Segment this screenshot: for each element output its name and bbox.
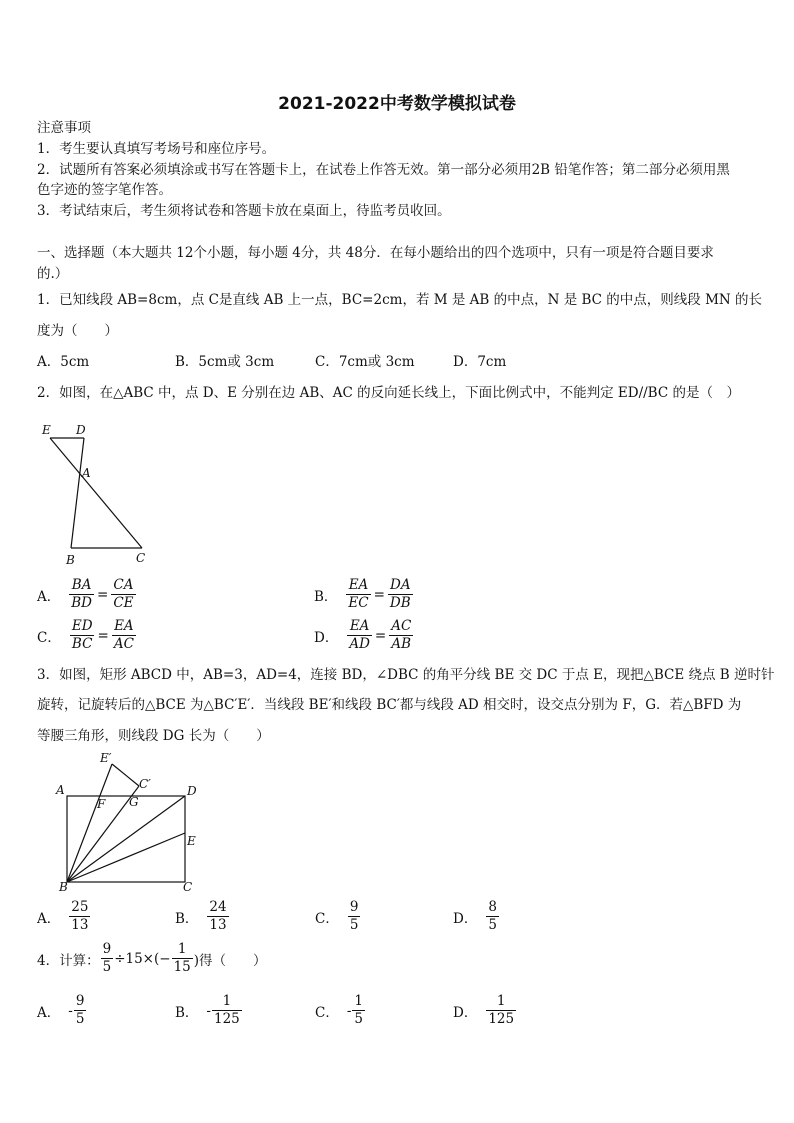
option-label: B． xyxy=(175,910,199,927)
option-label: D． xyxy=(453,1004,478,1021)
option-label: A． xyxy=(37,588,61,605)
label-g: G xyxy=(129,795,139,809)
segment-be-prime xyxy=(67,764,112,882)
equals-sign: = xyxy=(374,627,387,644)
fraction-left: $\frac{ED}{BC}$ xyxy=(71,618,93,652)
label-d: D xyxy=(76,423,86,437)
diagonal-bd xyxy=(67,796,185,882)
q1-option-c: C．7cm或 3cm xyxy=(315,354,415,370)
option-label: B． xyxy=(175,1004,199,1021)
fraction-one-fifteenth: $\frac{1}{15}$ xyxy=(173,941,191,975)
minus-sign: - xyxy=(68,1002,73,1019)
fraction-right: $\frac{CA}{CE}$ xyxy=(113,577,134,611)
label-c-prime: C′ xyxy=(139,777,151,791)
segment-ec xyxy=(50,438,142,548)
q3-option-d xyxy=(453,899,500,934)
equals-sign: = xyxy=(97,586,109,603)
label-b: B xyxy=(66,553,75,567)
option-label: B． xyxy=(314,588,338,605)
label-b: B xyxy=(59,880,68,894)
q4-stem xyxy=(37,941,267,976)
label-f: F xyxy=(97,797,106,811)
segment-db xyxy=(71,438,84,548)
q1-option-b: B．5cm或 3cm xyxy=(175,354,275,370)
segment-e-prime-c-prime xyxy=(112,764,139,786)
q2-option-a xyxy=(37,577,137,612)
label-a: A xyxy=(56,783,65,797)
q1-stem-line2: 度为（ ） xyxy=(37,323,118,339)
q1-option-a: A．5cm xyxy=(37,354,90,370)
q4-option-d xyxy=(453,993,517,1028)
minus-sign: - xyxy=(206,1002,211,1019)
label-c: C xyxy=(136,551,146,565)
option-label: A． xyxy=(37,910,61,927)
label-a: A xyxy=(82,466,91,480)
label-e-prime: E′ xyxy=(100,751,112,765)
fraction-nine-fifths: $\frac{9}{5}$ xyxy=(102,941,112,975)
q2-option-c xyxy=(37,618,137,653)
q3-stem-line1: 3．如图，矩形 ABCD 中，AB=3，AD=4，连接 BD，∠DBC 的角平分线 BE 交 DC 于点 E，现把△BCE 绕点 B 逆时针 xyxy=(37,667,775,683)
equals-sign: = xyxy=(97,627,109,644)
notice-item-2: 2．试题所有答案必须填涂或书写在答题卡上，在试卷上作答无效。第一部分必须用2B 铅笔作答；第二部分必须用黑 xyxy=(37,162,730,178)
equals-sign: = xyxy=(373,586,385,603)
fraction: $\frac{1}{125}$ xyxy=(213,993,240,1027)
fraction: $\frac{9}{5}$ xyxy=(75,993,85,1027)
q4-suffix: )得（ ） xyxy=(193,952,267,969)
fraction-left: $\frac{BA}{BD}$ xyxy=(71,577,92,611)
notice-item-1: 1．考生要认真填写考场号和座位序号。 xyxy=(37,141,276,157)
section-header-line2: 的.） xyxy=(37,266,69,282)
notice-item-2-cont: 色字迹的签字笔作答。 xyxy=(37,182,172,198)
q2-option-d xyxy=(314,618,414,653)
fraction: $\frac{9}{5}$ xyxy=(349,899,359,933)
fraction: $\frac{24}{13}$ xyxy=(209,899,227,933)
option-label: C． xyxy=(37,629,61,646)
label-e: E xyxy=(187,834,196,848)
fraction: $\frac{25}{13}$ xyxy=(71,899,89,933)
q3-option-a xyxy=(37,899,91,934)
q2-stem: 2．如图，在△ABC 中，点 D、E 分别在边 AB、AC 的反向延长线上，下面比例式中，不能判定 ED//BC 的是（ ） xyxy=(37,385,740,401)
q2-triangle-figure xyxy=(38,420,158,568)
option-label: C． xyxy=(315,910,339,927)
q2-option-b xyxy=(314,577,414,612)
q3-stem-line3: 等腰三角形，则线段 DG 长为（ ） xyxy=(37,728,270,744)
q3-stem-line2: 旋转，记旋转后的△BCE 为△BC′E′．当线段 BE′和线段 BC′都与线段 AD 相交时，设交点分别为 F，G．若△BFD 为 xyxy=(37,697,742,713)
section-header-line1: 一、选择题（本大题共 12个小题，每小题 4分，共 48分．在每小题给出的四个选项中，只有一项是符合题目要求 xyxy=(37,245,714,261)
q1-option-d: D．7cm xyxy=(453,354,507,370)
label-e: E xyxy=(42,423,51,437)
minus-sign: - xyxy=(346,1002,352,1019)
fraction: $\frac{1}{5}$ xyxy=(354,993,363,1027)
page-title: 2021-2022中考数学模拟试卷 xyxy=(278,94,516,114)
fraction-right: $\frac{EA}{AC}$ xyxy=(113,618,134,652)
q4-operator-text: ÷15×(− xyxy=(114,950,171,967)
fraction-left: $\frac{EA}{AD}$ xyxy=(349,618,370,652)
option-label: D． xyxy=(453,910,478,927)
label-c: C xyxy=(183,880,193,894)
q4-option-b xyxy=(175,993,243,1028)
q1-stem-line1: 1．已知线段 AB=8cm，点 C是直线 AB 上一点，BC=2cm，若 M 是 AB 的中点，N 是 BC 的中点，则线段 MN 的长 xyxy=(37,292,763,308)
notice-heading: 注意事项 xyxy=(37,120,91,136)
fraction-right: $\frac{AC}{AB}$ xyxy=(391,618,412,652)
q4-option-a xyxy=(37,993,87,1028)
q3-rectangle-figure xyxy=(50,750,210,895)
option-label: D． xyxy=(314,629,339,646)
fraction-right: $\frac{DA}{DB}$ xyxy=(389,577,411,611)
q4-prefix: 4．计算： xyxy=(37,952,100,969)
q4-option-c xyxy=(315,993,366,1028)
q3-option-c xyxy=(315,899,361,934)
option-label: A． xyxy=(37,1004,61,1021)
label-d: D xyxy=(187,784,197,798)
option-label: C． xyxy=(315,1004,339,1021)
fraction: $\frac{8}{5}$ xyxy=(488,899,497,933)
notice-item-3: 3．考试结束后，考生须将试卷和答题卡放在桌面上，待监考员收回。 xyxy=(37,203,451,219)
fraction-left: $\frac{EA}{EC}$ xyxy=(348,577,369,611)
q3-option-b xyxy=(175,899,230,934)
fraction: $\frac{1}{125}$ xyxy=(488,993,515,1027)
